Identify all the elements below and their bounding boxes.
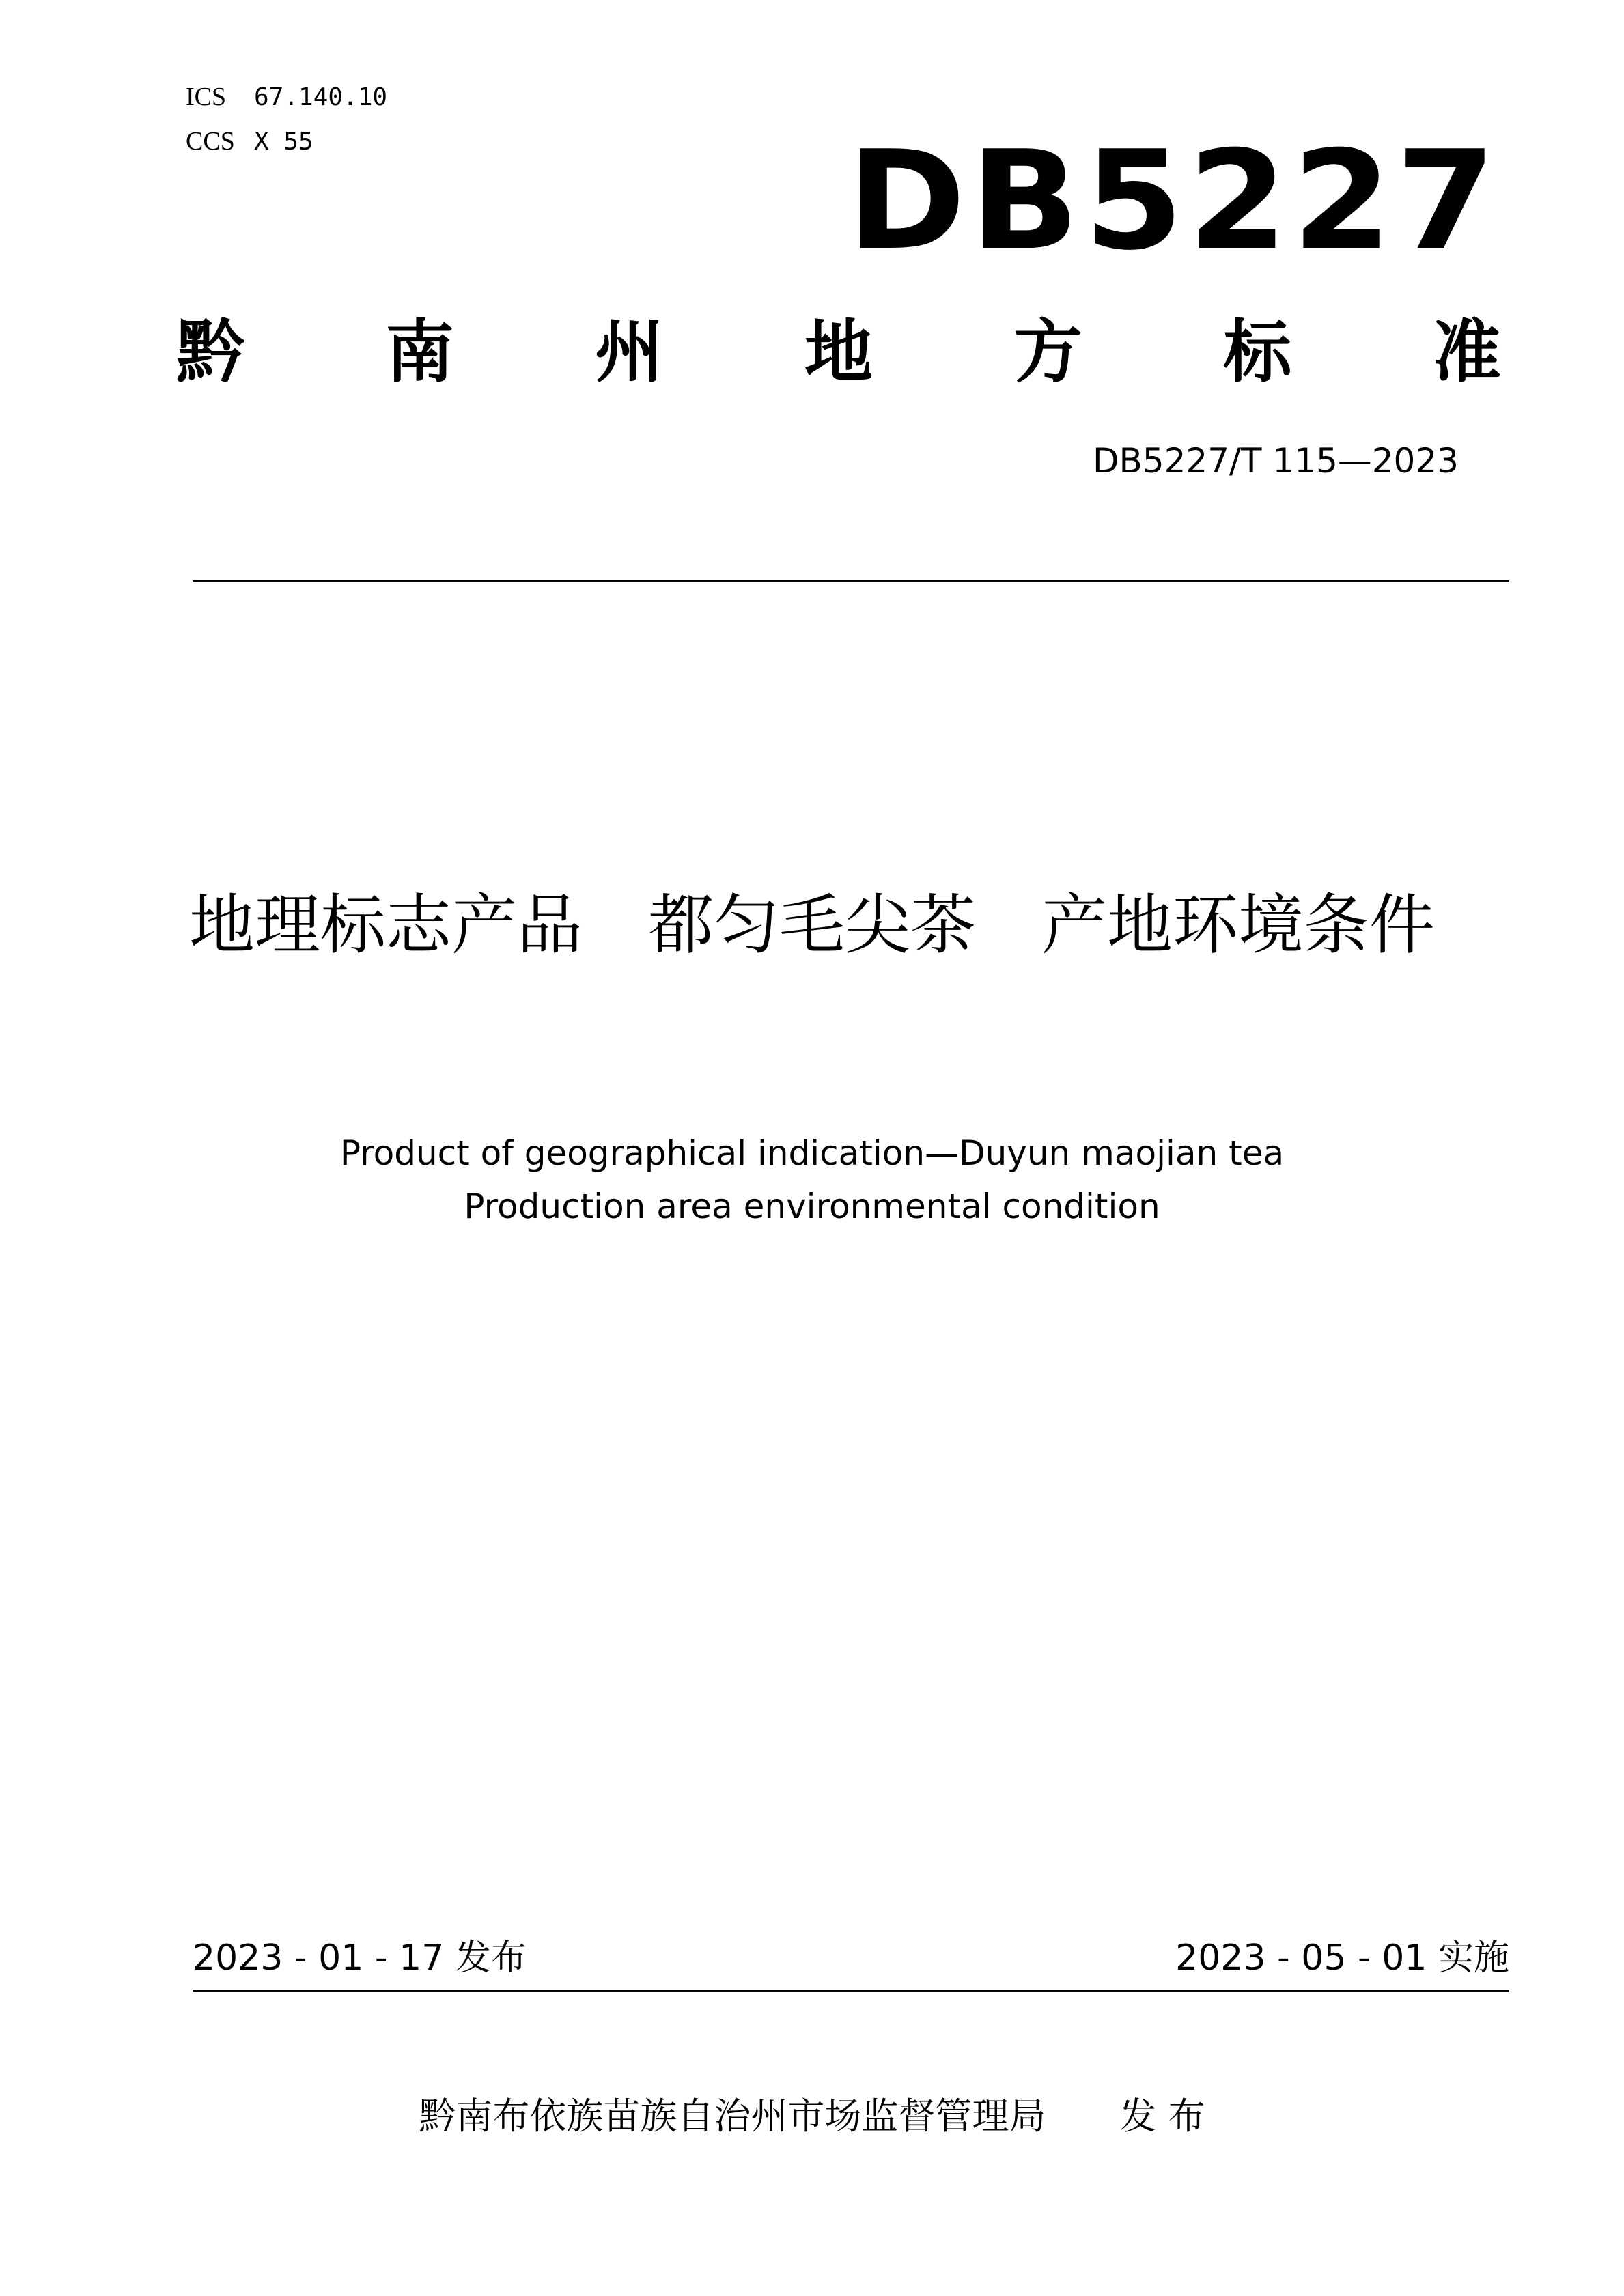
standard-type-char: 准: [1432, 311, 1501, 392]
ics-row: [186, 75, 387, 119]
header-divider: [193, 580, 1509, 582]
ccs-code: X 55: [254, 128, 313, 156]
standard-type-char: 地: [804, 311, 873, 392]
ics-label: ICS: [186, 83, 227, 111]
ccs-row: [186, 119, 387, 164]
standard-number: DB5227/T 115—2023: [1092, 441, 1459, 481]
publisher: 黔南布依族苗族自治州市场监督管理局 发 布: [419, 2095, 1205, 2138]
standard-type: [176, 311, 1501, 393]
ccs-label: CCS: [186, 127, 235, 156]
classification-codes: [186, 75, 387, 164]
standard-type-char: 标: [1223, 311, 1292, 392]
title-english-line-1: Product of geographical indication—Duyun maojian tea: [339, 1133, 1285, 1173]
title-english: [0, 1126, 1624, 1233]
issue-date: 2023 - 01 - 17 发布: [193, 1938, 527, 1979]
title-english-line-2: Production area environmental condition: [464, 1187, 1160, 1226]
implement-date: 2023 - 05 - 01 实施: [1175, 1938, 1509, 1979]
title-chinese: 地理标志产品 都匀毛尖茶 产地环境条件: [189, 887, 1435, 963]
standard-type-char: 南: [385, 311, 454, 392]
footer-divider: [193, 1990, 1509, 1992]
standard-type-char: 州: [595, 311, 664, 392]
standard-type-char: 方: [1013, 311, 1082, 392]
standard-type-char: 黔: [176, 311, 244, 392]
ics-code: 67.140.10: [254, 83, 388, 111]
standard-mark: DB5227: [847, 122, 1500, 281]
